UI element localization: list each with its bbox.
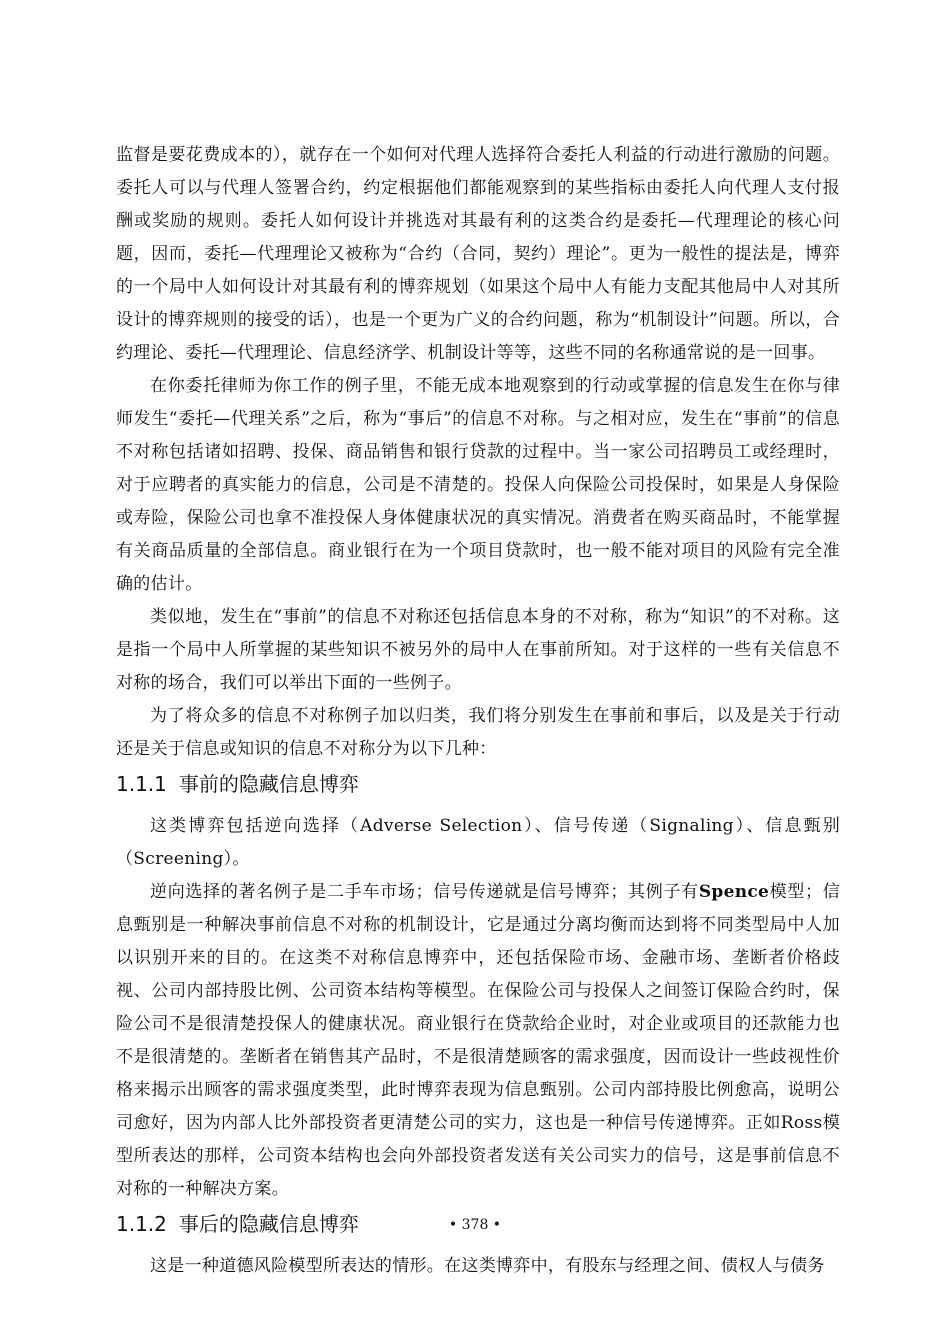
paragraph-moral-hazard: 这是一种道德风险模型所表达的情形。在这类博弈中，有股东与经理之间、债权人与债务 (150, 1256, 825, 1276)
section-number: 1.1.1 (116, 772, 167, 796)
page-number: • 378 • (448, 1217, 502, 1233)
page-body (116, 139, 840, 1283)
section-heading-1-1-1 (116, 768, 840, 800)
section-title: 事前的隐藏信息博弈 (178, 772, 359, 796)
paragraph-game-types: 这类博弈包括逆向选择（Adverse Selection）、信号传递（Signaling）、信息甄别（Screening）。 (116, 816, 840, 869)
paragraph-continuation: 监督是要花费成本的），就存在一个如何对代理人选择符合委托人利益的行动进行激励的问题。委托人可以与代理人签署合约，约定根据他们都能观察到的某些指标由委托人向代理人支付报酬或奖励的规则。委托人如何设计并挑选对其最有利的这类合约是委托—代理理论的核心问题，因而，委托—代理理论又被称为“合约（合同，契约）理论”。更为一般性的提法是，博弈的一个局中人如何设计对其最有利的博弈规划（如果这个局中人有能力支配其他局中人对其所设计的博弈规则的接受的话），也是一个更为广义的合约问题，称为“机制设计”问题。所以，合约理论、委托—代理理论、信息经济学、机制设计等等，这些不同的名称通常说的是一回事。 (116, 145, 840, 363)
paragraph-adverse-selection-examples (116, 876, 840, 1206)
section-title: 事后的隐藏信息博弈 (178, 1212, 359, 1236)
section-number: 1.1.2 (116, 1212, 167, 1236)
paragraph-classification: 为了将众多的信息不对称例子加以归类，我们将分别发生在事前和事后，以及是关于行动还是关于信息或知识的信息不对称分为以下几种： (116, 706, 840, 759)
paragraph-knowledge-asymmetry: 类似地，发生在“事前”的信息不对称还包括信息本身的不对称，称为“知识”的不对称。这是指一个局中人所掌握的某些知识不被另外的局中人在事前所知。对于这样的一些有关信息不对称的场合，我们可以举出下面的一些例子。 (116, 607, 840, 693)
text-segment: 逆向选择的著名例子是二手车市场；信号传递就是信号博弈；其例子有 (150, 882, 699, 902)
text-segment: 模型；信息甄别是一种解决事前信息不对称的机制设计，它是通过分离均衡而达到将不同类型局中人加以识别开来的目的。在这类不对称信息博弈中，还包括保险市场、金融市场、垄断者价格歧视、公司内部持股比例、公司资本结构等模型。在保险公司与投保人之间签订保险合约时，保险公司不是很清楚投保人的健康状况。商业银行在贷款给企业时，对企业或项目的还款能力也不是很清楚的。垄断者在销售其产品时，不是很清楚顾客的需求强度，因而设计一些歧视性价格来揭示出顾客的需求强度类型，此时博弈表现为信息甄别。公司内部持股比例愈高，说明公司愈好，因为内部人比外部投资者更清楚公司的实力，这也是一种信号传递博弈。正如Ross模型所表达的那样，公司资本结构也会向外部投资者发送有关公司实力的信号，这是事前信息不对称的一种解决方案。 (116, 882, 840, 1199)
paragraph-lawyer-example: 在你委托律师为你工作的例子里，不能无成本地观察到的行动或掌握的信息发生在你与律师发生“委托—代理关系”之后，称为“事后”的信息不对称。与之相对应，发生在“事前”的信息不对称包括诸如招聘、投保、商品销售和银行贷款的过程中。当一家公司招聘员工或经理时，对于应聘者的真实能力的信息，公司是不清楚的。投保人向保险公司投保时，如果是人身保险或寿险，保险公司也拿不准投保人身体健康状况的真实情况。消费者在购买商品时，不能掌握有关商品质量的全部信息。商业银行在为一个项目贷款时，也一般不能对项目的风险有完全准确的估计。 (116, 376, 840, 594)
bold-term-spence: Spence (698, 882, 770, 902)
